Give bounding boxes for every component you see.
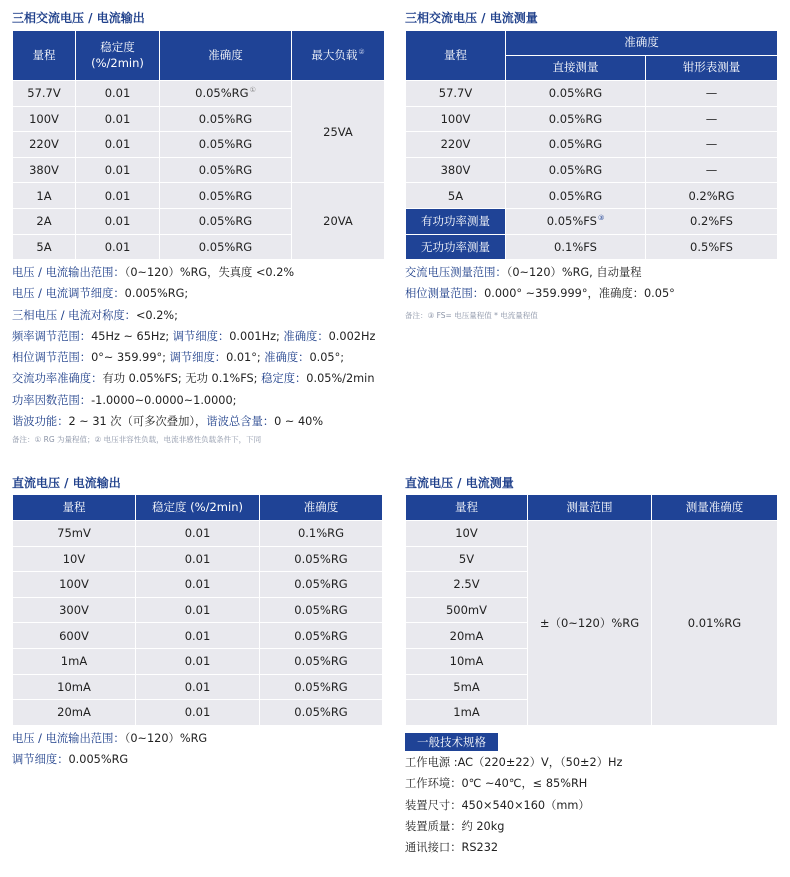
- table-row: 5V: [406, 546, 778, 572]
- table-row: 2A 0.01 0.05%RG: [13, 208, 385, 234]
- col-header-clamp: 钳形表测量: [646, 56, 778, 81]
- general-specs-badge: 一般技术规格: [405, 733, 498, 751]
- ac-measure-title: 三相交流电压 / 电流测量: [405, 11, 538, 25]
- table-row: 380V 0.01 0.05%RG: [13, 157, 385, 183]
- table-row: 100V 0.01 0.05%RG: [13, 572, 383, 598]
- note-line: 交流功率准确度：有功 0.05%FS; 无功 0.1%FS; 稳定度：0.05%/2min: [12, 372, 375, 386]
- table-row: 20mA: [406, 623, 778, 649]
- col-header-accuracy: 准确度: [160, 31, 292, 81]
- table-row: 220V 0.05%RG —: [406, 132, 778, 158]
- spec-line: 装置质量：约 20kg: [405, 819, 505, 833]
- table-row: 57.7V 0.01 0.05%RG① 25VA: [13, 81, 385, 107]
- max-load-current: 20VA: [292, 183, 385, 260]
- col-header-max-load: 最大负载②: [292, 31, 385, 81]
- dc-output-notes: [12, 728, 392, 771]
- note-line: 谐波功能：2 ~ 31 次（可多次叠加），谐波总含量：0 ~ 40%: [12, 415, 324, 429]
- table-row: 600V 0.01 0.05%RG: [13, 623, 383, 649]
- table-row: 10V ±（0~120）%RG 0.01%RG: [406, 521, 778, 547]
- table-row: 10V 0.01 0.05%RG: [13, 546, 383, 572]
- max-load-voltage: 25VA: [292, 81, 385, 183]
- table-row: 75mV 0.01 0.1%RG: [13, 521, 383, 547]
- note-line: 电压 / 电流输出范围：（0~120）%RG: [12, 732, 208, 745]
- note-line: 调节细度：0.005%RG: [12, 753, 129, 767]
- dc-output-table: [12, 494, 383, 726]
- col-header-accuracy: 准确度: [260, 495, 383, 521]
- dc-measure-title: 直流电压 / 电流测量: [405, 476, 514, 490]
- measure-accuracy-value: 0.01%RG: [652, 521, 778, 726]
- table-row: 有功功率测量 0.05%FS③ 0.2%FS: [406, 208, 778, 234]
- col-header-range: 量程: [13, 31, 76, 81]
- ac-measure-footnote: 备注：③ FS= 电压量程值 * 电流量程值: [405, 310, 538, 320]
- note-line: 频率调节范围：45Hz ~ 65Hz; 调节细度：0.001Hz; 准确度：0.002Hz: [12, 329, 376, 343]
- ac-output-notes: [12, 262, 392, 448]
- dc-measure-table: [405, 494, 778, 726]
- table-row: 5mA: [406, 674, 778, 700]
- col-header-measure-range: 测量范围: [528, 495, 652, 521]
- note-line: 交流电压测量范围：（0~120）%RG, 自动量程: [405, 266, 642, 279]
- table-row: 5A 0.01 0.05%RG: [13, 234, 385, 260]
- col-header-stability: 稳定度 (%/2min): [76, 31, 160, 81]
- note-line: 相位测量范围：0.000° ~359.999°，准确度：0.05°: [405, 287, 675, 301]
- table-row: 5A 0.05%RG 0.2%RG: [406, 183, 778, 209]
- table-row: 500mV: [406, 597, 778, 623]
- spec-line: 工作电源 :AC（220±22）V，（50±2）Hz: [405, 756, 623, 769]
- table-row: 380V 0.05%RG —: [406, 157, 778, 183]
- note-line: 电压 / 电流输出范围：（0~120）%RG，失真度 <0.2%: [12, 266, 295, 279]
- reactive-power-label: 无功功率测量: [406, 234, 506, 260]
- ac-measure-table: [405, 30, 778, 260]
- table-row: 1mA: [406, 700, 778, 726]
- spec-line: 通讯接口：RS232: [405, 841, 499, 855]
- note-line: 电压 / 电流调节细度：0.005%RG;: [12, 287, 189, 301]
- ac-output-footnote: 备注：① RG 为量程值；② 电压非容性负载，电流非感性负载条件下，下同: [12, 435, 262, 445]
- table-row: 100V 0.01 0.05%RG: [13, 106, 385, 132]
- col-header-range: 量程: [13, 495, 136, 521]
- col-header-stability: 稳定度 (%/2min): [136, 495, 260, 521]
- note-line: 功率因数范围：-1.0000~0.0000~1.0000;: [12, 393, 237, 407]
- col-header-accuracy: 准确度: [506, 31, 778, 56]
- col-header-range: 量程: [406, 495, 528, 521]
- note-line: 相位调节范围：0°~ 359.99°; 调节细度：0.01°; 准确度：0.05°;: [12, 351, 345, 365]
- ac-output-table: [12, 30, 385, 260]
- spec-line: 工作环境：0℃ ~40℃，≤ 85%RH: [405, 777, 588, 791]
- spec-line: 装置尺寸：450×540×160（mm）: [405, 798, 590, 812]
- table-row: 220V 0.01 0.05%RG: [13, 132, 385, 158]
- table-row: 100V 0.05%RG —: [406, 106, 778, 132]
- table-row: 10mA: [406, 648, 778, 674]
- col-header-range: 量程: [406, 31, 506, 81]
- active-power-label: 有功功率测量: [406, 208, 506, 234]
- table-row: 1mA 0.01 0.05%RG: [13, 648, 383, 674]
- ac-measure-notes: [405, 262, 785, 326]
- table-row: 1A 0.01 0.05%RG 20VA: [13, 183, 385, 209]
- ac-output-title: 三相交流电压 / 电流输出: [12, 11, 145, 25]
- table-row: 20mA 0.01 0.05%RG: [13, 700, 383, 726]
- table-row: 300V 0.01 0.05%RG: [13, 597, 383, 623]
- measure-range-value: ±（0~120）%RG: [528, 521, 652, 726]
- col-header-direct: 直接测量: [506, 56, 646, 81]
- table-row: 57.7V 0.05%RG —: [406, 81, 778, 107]
- dc-output-title: 直流电压 / 电流输出: [12, 476, 121, 490]
- table-row: 2.5V: [406, 572, 778, 598]
- note-line: 三相电压 / 电流对称度：<0.2%;: [12, 308, 178, 322]
- table-row: 10mA 0.01 0.05%RG: [13, 674, 383, 700]
- col-header-measure-accuracy: 测量准确度: [652, 495, 778, 521]
- table-row: 无功功率测量 0.1%FS 0.5%FS: [406, 234, 778, 260]
- general-specs-list: [405, 752, 785, 858]
